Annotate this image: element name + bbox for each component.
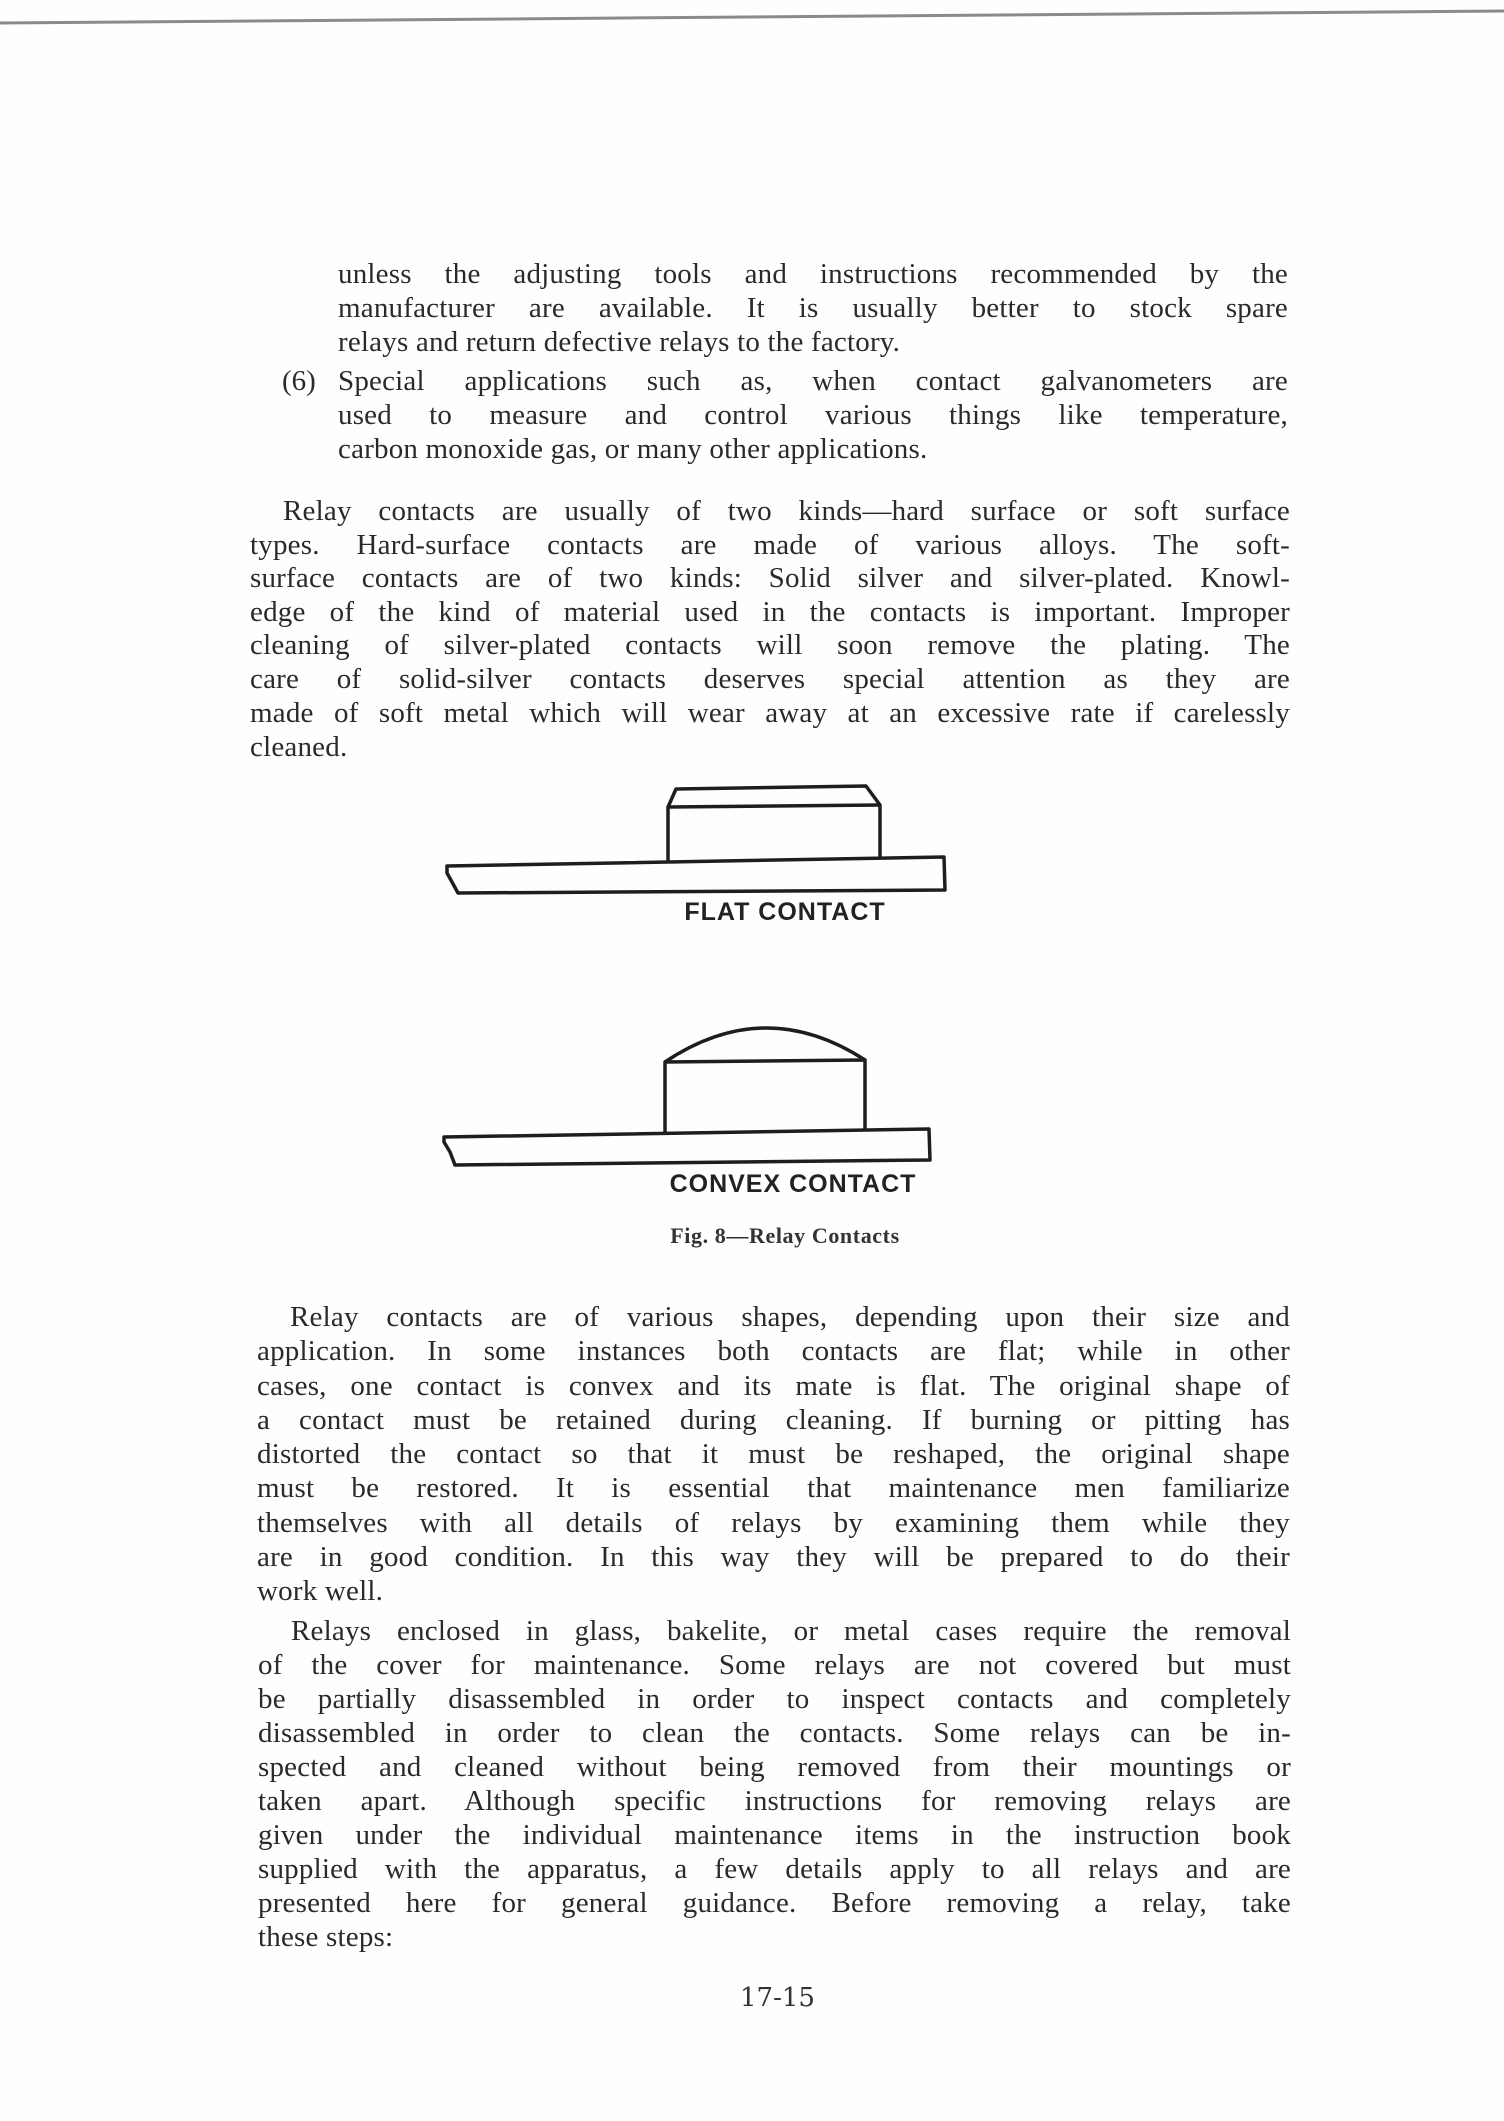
text-line: these steps:: [258, 1921, 394, 1953]
text-line: of the cover for maintenance. Some relays are not covered but must: [258, 1649, 1291, 1681]
flat-contact-diagram: [0, 770, 1504, 900]
text-line: Relay contacts are of various shapes, depending upon their size and: [290, 1301, 1290, 1333]
text-line: work well.: [257, 1575, 384, 1607]
page-number: 17-15: [740, 1983, 815, 2013]
text-line: application. In some instances both contacts are flat; while in other: [257, 1335, 1290, 1367]
text-line: spected and cleaned without being removed from their mountings or: [258, 1751, 1291, 1783]
text-line: are in good condition. In this way they will be prepared to do their: [257, 1541, 1290, 1573]
text-line: supplied with the apparatus, a few details apply to all relays and are: [258, 1853, 1291, 1885]
text-line: given under the individual maintenance items in the instruction book: [258, 1819, 1291, 1851]
text-line: relays and return defective relays to the factory.: [338, 326, 901, 358]
flat-contact-label: FLAT CONTACT: [684, 898, 886, 926]
text-line: cases, one contact is convex and its mate is flat. The original shape of: [257, 1370, 1290, 1402]
text-line: manufacturer are available. It is usually better to stock spare: [338, 292, 1288, 324]
text-line: cleaning of silver-plated contacts will soon remove the plating. The: [250, 629, 1290, 661]
text-line: made of soft metal which will wear away at an excessive rate if carelessly: [250, 697, 1290, 729]
text-line: Relays enclosed in glass, bakelite, or metal cases require the removal: [291, 1615, 1291, 1647]
text-line: edge of the kind of material used in the contacts is important. Improper: [250, 596, 1290, 628]
text-line: a contact must be retained during cleaning. If burning or pitting has: [257, 1404, 1290, 1436]
text-line: care of solid-silver contacts deserves special attention as they are: [250, 663, 1290, 695]
text-line: disassembled in order to clean the contacts. Some relays can be in-: [258, 1717, 1291, 1749]
text-line: Relay contacts are usually of two kinds—hard surface or soft surface: [283, 495, 1290, 527]
convex-contact-label: CONVEX CONTACT: [669, 1170, 917, 1198]
scan-top-rule: [0, 0, 1504, 40]
text-line: presented here for general guidance. Before removing a relay, take: [258, 1887, 1291, 1919]
text-line: Special applications such as, when contact galvanometers are: [338, 365, 1288, 397]
text-line: surface contacts are of two kinds: Solid silver and silver-plated. Knowl-: [250, 562, 1290, 594]
text-line: themselves with all details of relays by examining them while they: [257, 1507, 1290, 1539]
text-line: must be restored. It is essential that maintenance men familiarize: [257, 1472, 1290, 1504]
text-line: distorted the contact so that it must be reshaped, the original shape: [257, 1438, 1290, 1470]
text-line: unless the adjusting tools and instructions recommended by the: [338, 258, 1288, 290]
figure-caption: Fig. 8—Relay Contacts: [670, 1223, 900, 1248]
convex-contact-diagram: [0, 1015, 1504, 1175]
text-line: be partially disassembled in order to inspect contacts and completely: [258, 1683, 1291, 1715]
text-line: types. Hard-surface contacts are made of various alloys. The soft-: [250, 529, 1290, 561]
list-item-marker: (6): [282, 365, 316, 397]
text-line: cleaned.: [250, 731, 348, 763]
text-line: used to measure and control various things like temperature,: [338, 399, 1288, 431]
text-line: taken apart. Although specific instructions for removing relays are: [258, 1785, 1291, 1817]
text-line: carbon monoxide gas, or many other applications.: [338, 433, 928, 465]
